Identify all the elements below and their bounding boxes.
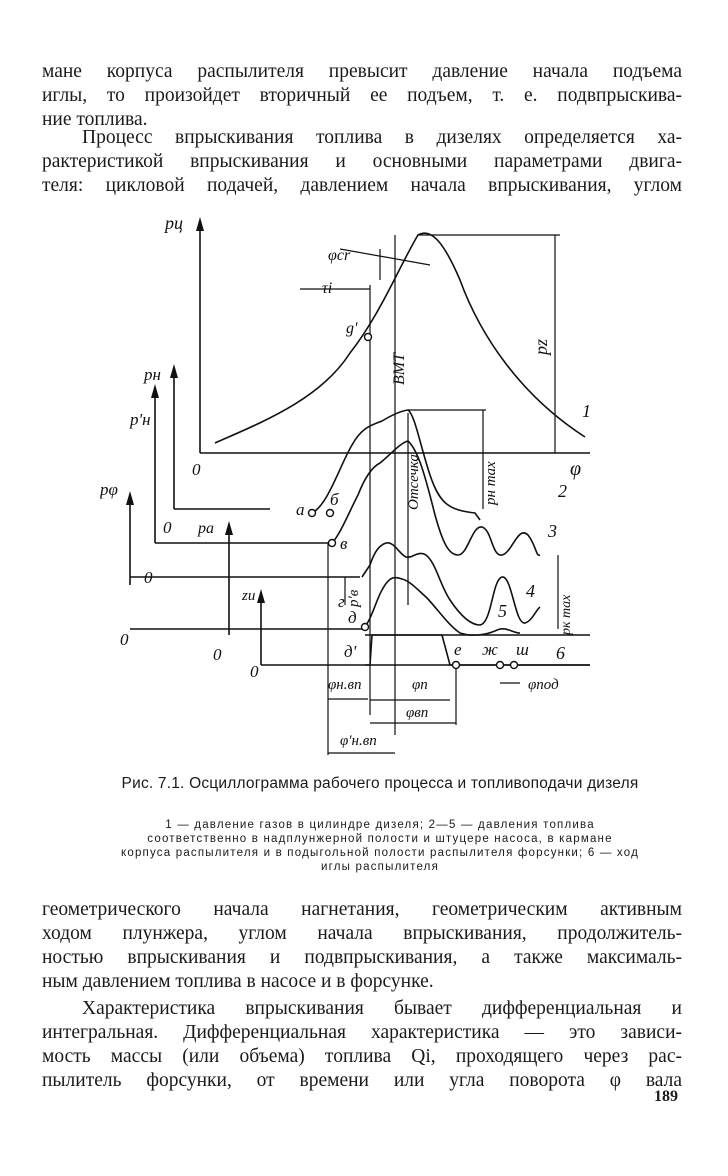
label-zero: 0: [250, 662, 259, 681]
text-line: мане корпуса распылителя превысит давление начала подъема: [42, 61, 682, 82]
label-phi-cr: φcr: [328, 247, 351, 264]
point-sh: [511, 662, 518, 669]
paragraph-4: [42, 997, 682, 1093]
label-pn: pн: [144, 365, 161, 384]
label-zero: 0: [163, 518, 172, 537]
label-e: е: [454, 640, 462, 659]
label-otsechka: Отсечка: [406, 454, 422, 510]
label-pv: p'в: [346, 589, 362, 607]
label-curve-6: 6: [556, 643, 565, 663]
text-line: мость массы (или объема) топлива Qi, проходящего через рас-: [42, 1046, 682, 1067]
label-zero: 0: [120, 630, 129, 649]
label-curve-4: 4: [526, 581, 535, 601]
text-line: теля: цикловой подачей, давлением начала впрыскивания, углом: [42, 175, 682, 196]
paragraph-3: [42, 898, 682, 994]
point-b: [327, 510, 334, 517]
label-zero: 0: [144, 568, 153, 587]
figure-caption-legend: 1 — давление газов в цилиндре дизеля; 2—5 — давления топлива соответственно в надплунжерной полости и штуцере насоса, в кармане корпуса распылителя и в подыгольной полости распылителя форсунки; 6 — ход иглы распылителя: [120, 819, 640, 873]
text-line: интегральная. Дифференциальная характеристика — это зависи-: [42, 1022, 682, 1043]
label-vmt: ВМТ: [391, 353, 408, 385]
text-line: Характеристика впрыскивания бывает дифференциальная и: [82, 998, 682, 1019]
label-phi: φ: [570, 458, 582, 480]
label-tau-i: τi: [322, 280, 333, 297]
arrow-icon: [126, 491, 134, 505]
label-pa: pa: [198, 520, 214, 537]
oscillogram-figure: [100, 205, 660, 765]
point-v: [329, 540, 336, 547]
label-g: г: [338, 592, 345, 611]
point-d: [362, 624, 369, 631]
label-pz: pz: [531, 338, 551, 355]
label-curve-5: 5: [498, 601, 507, 621]
label-curve-1: 1: [582, 401, 591, 421]
paragraph-1: [42, 60, 682, 132]
text-line: ным давлением топлива в насосе и в форсунке.: [42, 971, 434, 992]
text-line: ходом плунжера, углом начала впрыскивания, продолжитель-: [42, 923, 682, 944]
text-line: ние топлива.: [42, 109, 148, 130]
label-sh: ш: [516, 640, 529, 659]
arrow-icon: [257, 589, 265, 603]
label-zero: 0: [192, 460, 201, 479]
label-pphi: pφ: [100, 480, 118, 499]
label-pc: pц: [165, 213, 183, 233]
paragraph-2: [42, 126, 682, 198]
label-phi-pod: φпод: [528, 677, 559, 693]
text-line: рактеристикой впрыскивания и основными параметрами двига-: [42, 151, 682, 172]
label-pn-prime: p'н: [130, 410, 151, 429]
point-e: [453, 662, 460, 669]
page-number: 189: [654, 1088, 678, 1105]
label-a: a: [296, 500, 305, 519]
label-zero: 0: [213, 645, 222, 664]
point-zh: [497, 662, 504, 669]
label-curve-3: 3: [548, 521, 557, 541]
arrow-icon: [196, 217, 204, 231]
label-curve-2: 2: [558, 481, 567, 501]
curve-3: [332, 441, 540, 555]
text-line: пылитель форсунки, от времени или угла поворота φ вала: [42, 1070, 682, 1091]
label-phi-p: φп: [412, 677, 428, 693]
point-g-prime: [365, 334, 372, 341]
arrow-icon: [170, 364, 178, 378]
point-a: [309, 510, 316, 517]
figure-caption-title: Рис. 7.1. Осциллограмма рабочего процесса и топливоподачи дизеля: [121, 775, 639, 792]
label-phi-n-vp: φн.вп: [328, 677, 362, 693]
curve-4: [362, 543, 540, 625]
label-pk-max: pк max: [559, 594, 574, 635]
label-g-prime: g': [346, 320, 358, 337]
label-phi-vp: φвп: [406, 705, 429, 721]
label-zi: zи: [242, 588, 256, 604]
label-v: в: [340, 534, 348, 553]
label-zh: ж: [482, 640, 498, 659]
text-line: геометрического начала нагнетания, геометрическим активным: [42, 899, 682, 920]
text-line: иглы, то произойдет вторичный ее подъем, т. е. подвпрыскива-: [42, 85, 682, 106]
arrow-icon: [151, 384, 159, 398]
label-pn-max: pн max: [483, 461, 499, 505]
label-d: д: [348, 608, 357, 627]
text-line: ностью впрыскивания и подвпрыскивания, а также максималь-: [42, 947, 682, 968]
label-phi-n-vp-prime: φ'н.вп: [340, 733, 377, 749]
arrow-icon: [225, 521, 233, 535]
label-d-prime: д': [344, 642, 357, 661]
text-line: Процесс впрыскивания топлива в дизелях определяется ха-: [82, 127, 682, 148]
label-b: б: [330, 490, 339, 509]
